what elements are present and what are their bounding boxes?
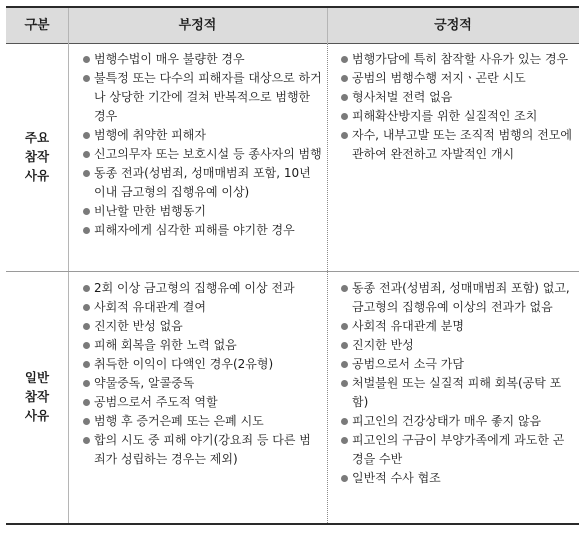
bullet-icon: [341, 437, 348, 444]
list-item: 공범으로서 소극 가담: [340, 355, 573, 374]
general-positive-list: [340, 279, 573, 488]
list-item: 동종 전과(성범죄, 성매매범죄 포함, 10년 이내 금고형의 집행유예 이상): [82, 164, 322, 202]
bullet-icon: [341, 342, 348, 349]
bullet-icon: [83, 208, 90, 215]
bullet-icon: [341, 75, 348, 82]
column-divider: [327, 44, 328, 523]
bullet-icon: [83, 418, 90, 425]
major-negative-list: [82, 50, 322, 240]
list-item: 자수, 내부고발 또는 조직적 범행의 전모에 관하여 완전하고 자발적인 개시: [340, 126, 573, 164]
bullet-icon: [341, 94, 348, 101]
bullet-icon: [83, 304, 90, 311]
bullet-icon: [83, 380, 90, 387]
list-item: 사회적 유대관계 결여: [82, 298, 322, 317]
list-item: 피고인의 구금이 부양가족에게 과도한 곤경을 수반: [340, 431, 573, 469]
list-item: 진지한 반성: [340, 336, 573, 355]
bullet-icon: [83, 56, 90, 63]
list-item: 범행에 취약한 피해자: [82, 126, 322, 145]
bullet-icon: [83, 151, 90, 158]
bullet-icon: [341, 113, 348, 120]
bullet-icon: [83, 285, 90, 292]
list-item: 동종 전과(성범죄, 성매매범죄 포함) 없고, 금고형의 집행유예 이상의 전과가 없음: [340, 279, 573, 317]
column-divider: [327, 8, 328, 44]
bullet-icon: [83, 132, 90, 139]
category-general-factors: [6, 368, 68, 425]
list-item: 형사처벌 전력 없음: [340, 88, 573, 107]
bullet-icon: [83, 227, 90, 234]
bullet-icon: [341, 285, 348, 292]
category-major-factors: [6, 128, 68, 185]
list-item: 공범의 범행수행 저지ㆍ곤란 시도: [340, 69, 573, 88]
list-item: 피해자에게 심각한 피해를 야기한 경우: [82, 221, 322, 240]
list-item: 2회 이상 금고형의 집행유예 이상 전과: [82, 279, 322, 298]
bullet-icon: [83, 437, 90, 444]
list-item: 사회적 유대관계 분명: [340, 317, 573, 336]
category-line: 주요 참작 사유: [24, 130, 50, 183]
list-item: 비난할 만한 범행동기: [82, 202, 322, 221]
bullet-icon: [83, 170, 90, 177]
bullet-icon: [341, 418, 348, 425]
bullet-icon: [341, 361, 348, 368]
list-item: 일반적 수사 협조: [340, 469, 573, 488]
bullet-icon: [83, 75, 90, 82]
header-positive: 긍정적: [434, 18, 472, 33]
list-item: 피해확산방지를 위한 실질적인 조치: [340, 107, 573, 126]
list-item: 약물중독, 알콜중독: [82, 374, 322, 393]
row-divider: [6, 271, 579, 272]
list-item: 신고의무자 또는 보호시설 등 종사자의 범행: [82, 145, 322, 164]
bullet-icon: [83, 399, 90, 406]
column-divider: [68, 8, 69, 523]
header-category: 구분: [24, 18, 50, 33]
list-item: 피해 회복을 위한 노력 없음: [82, 336, 322, 355]
list-item: 범행가담에 특히 참작할 사유가 있는 경우: [340, 50, 573, 69]
table-header: [6, 8, 579, 44]
bullet-icon: [83, 361, 90, 368]
bullet-icon: [83, 323, 90, 330]
bullet-icon: [341, 380, 348, 387]
list-item: 공범으로서 주도적 역할: [82, 393, 322, 412]
bullet-icon: [341, 323, 348, 330]
general-negative-list: [82, 279, 322, 469]
list-item: 진지한 반성 없음: [82, 317, 322, 336]
list-item: 취득한 이익이 다액인 경우(2유형): [82, 355, 322, 374]
list-item: 범행 후 증거은폐 또는 은폐 시도: [82, 412, 322, 431]
bullet-icon: [83, 342, 90, 349]
category-line: 일반 참작 사유: [24, 370, 50, 423]
major-positive-list: [340, 50, 573, 164]
header-negative: 부정적: [178, 18, 217, 33]
list-item: 처벌불원 또는 실질적 피해 회복(공탁 포함): [340, 374, 573, 412]
list-item: 합의 시도 중 피해 야기(강요죄 등 다른 범죄가 성립하는 경우는 제외): [82, 431, 322, 469]
list-item: 피고인의 건강상태가 매우 좋지 않음: [340, 412, 573, 431]
sentencing-factors-table: [6, 6, 579, 525]
list-item: 범행수법이 매우 불량한 경우: [82, 50, 322, 69]
list-item: 불특정 또는 다수의 피해자를 대상으로 하거나 상당한 기간에 걸쳐 반복적으로 범행한 경우: [82, 69, 322, 126]
bullet-icon: [341, 56, 348, 63]
bullet-icon: [341, 475, 348, 482]
bullet-icon: [341, 132, 348, 139]
